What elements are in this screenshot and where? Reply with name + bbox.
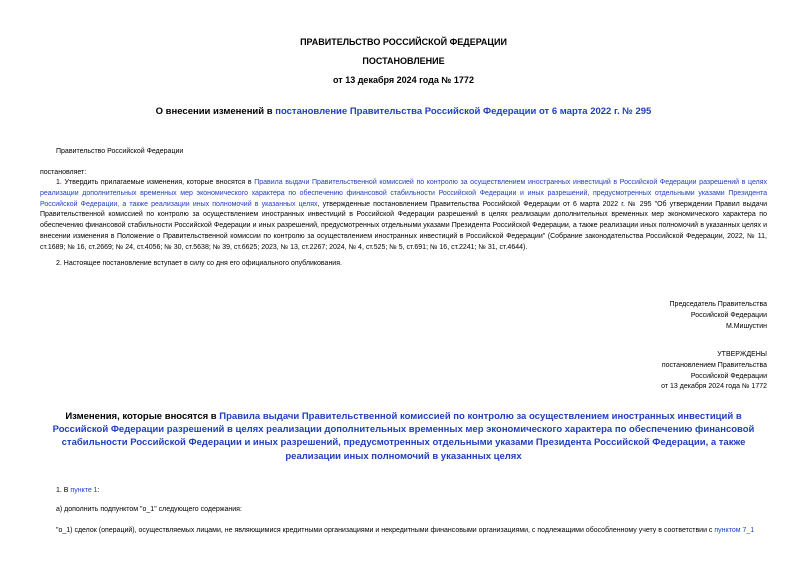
- government-heading: ПРАВИТЕЛЬСТВО РОССИЙСКОЙ ФЕДЕРАЦИИ: [300, 37, 507, 47]
- item-1-suffix: :: [97, 487, 100, 494]
- subitem-o1: [56, 526, 767, 537]
- subitem-o1-text: "о_1) сделок (операций), осуществляемых лицами, не являющимися кредитными организациями и некредитными финансовыми организациями, с подлежащими обособленному учету в соответствии с: [56, 527, 715, 534]
- signature-name: М.Мишустин: [725, 322, 767, 330]
- item-1-link[interactable]: пункте 1: [70, 487, 98, 494]
- item-1: [56, 486, 100, 497]
- signature-block: [467, 300, 767, 332]
- rules-link[interactable]: Правила выдачи Правительственной комиссией по контролю за осуществлением иностранных инвестиций в Российской Федерации разрешений в целях реализации дополнительных временных мер экономического характера по обеспечению финансовой стабильности Российской Федерации и иных разрешений, предусмотренных отдельными указами Президента Российской Федерации, а также реализации иных полномочий в указанных целях: [40, 179, 768, 208]
- paragraph-2: 2. Настоящее постановление вступает в силу со дня его официального опубликования.: [56, 260, 342, 267]
- approval-line-2: постановлением Правительства: [661, 361, 767, 369]
- title-prefix: О внесении изменений в: [155, 106, 276, 117]
- document-date-number: от 13 декабря 2024 года № 1772: [333, 75, 474, 85]
- approval-line-4: от 13 декабря 2024 года № 1772: [661, 383, 767, 391]
- subitem-o1-link[interactable]: пунктом 7_1: [714, 527, 755, 534]
- item-1-prefix: 1. В: [56, 487, 71, 494]
- approval-line-1: УТВЕРЖДЕНЫ: [717, 351, 767, 358]
- decrees-word: постановляет:: [40, 169, 87, 176]
- document-type: ПОСТАНОВЛЕНИЕ: [362, 56, 445, 66]
- approval-line-3: Российской Федерации: [690, 372, 767, 380]
- government-name: Правительство Российской Федерации: [56, 148, 184, 155]
- signature-position: Председатель Правительства: [669, 301, 767, 308]
- changes-heading: [40, 410, 767, 463]
- approval-block: [467, 350, 767, 393]
- paragraph-1: [40, 178, 767, 254]
- changes-rules-link[interactable]: Правила выдачи Правительственной комиссией по контролю за осуществлением иностранных инвестиций в Российской Федерации разрешений в целях реализации дополнительных временных мер экономического характера по обеспечению финансовой стабильности Российской Федерации и иных разрешений, предусмотренных отдельными указами Президента Российской Федерации, а также реализации иных полномочий в указанных целях: [52, 411, 755, 462]
- document-title: [0, 106, 807, 117]
- paragraph-1-start: 1. Утвердить прилагаемые изменения, которые вносятся в: [56, 179, 255, 186]
- title-link[interactable]: постановление Правительства Российской Федерации от 6 марта 2022 г. № 295: [275, 106, 652, 117]
- signature-country: Российской Федерации: [690, 311, 767, 319]
- changes-prefix: Изменения, которые вносятся в: [65, 411, 220, 422]
- subitem-a: а) дополнить подпунктом "о_1" следующего содержания:: [56, 506, 242, 513]
- paragraph-1-rest: , утвержденные постановлением Правительства Российской Федерации от 6 марта 2022 г. № 295 "Об утверждении Правил выдачи Правительственной комиссией по контролю за осуществлением иностранных инвестиций в Российской Федерации разрешений в целях реализации дополнительных временных мер экономического характера по обеспечению финансовой стабильности Российской Федерации и иных разрешений, предусмотренных отдельными указами Президента Российской Федерации, а также реализации иных полномочий в указанных целях и внесении изменения в Положение о Правительственной комиссии по контролю за осуществлением иностранных инвестиций в Российской Федерации" (Собрание законодательства Российской Федерации, 2022, № 11, ст.1689; № 16, ст.2669; № 24, ст.4056; № 30, ст.5638; № 39, ст.6625; 2023, № 13, ст.2267; 2024, № 4, ст.525; № 5, ст.691; № 16, ст.2241; № 31, ст.4644).: [40, 200, 768, 251]
